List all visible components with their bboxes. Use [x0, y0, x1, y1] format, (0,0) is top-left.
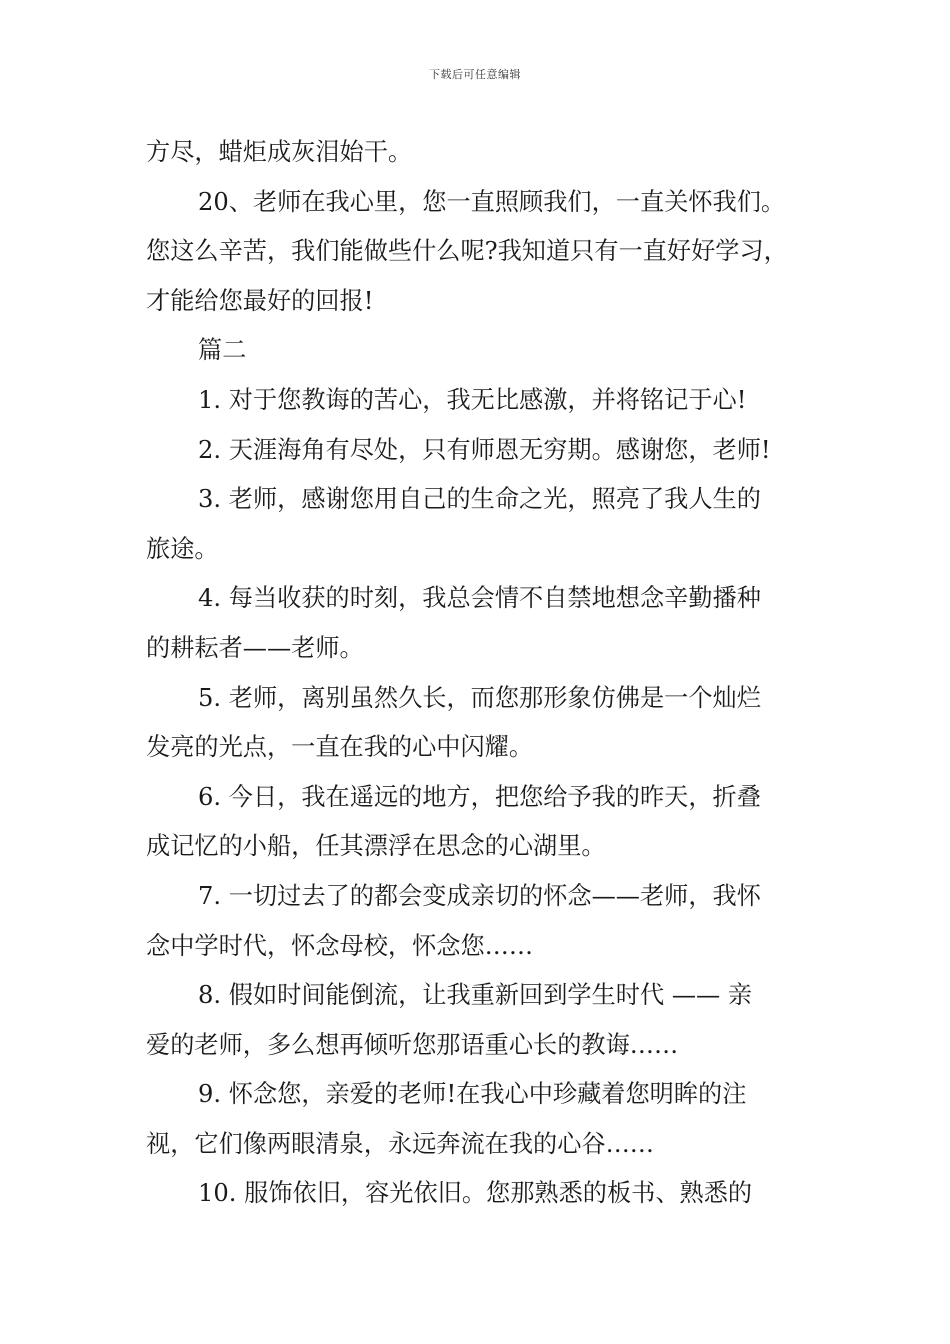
text-line: 10. 服饰依旧，容光依旧。您那熟悉的板书、熟悉的 [198, 1179, 753, 1208]
text-line: 2. 天涯海角有尽处，只有师恩无穷期。感谢您，老师! [198, 435, 771, 464]
text-line: 1. 对于您教诲的苦心，我无比感激，并将铭记于心! [198, 385, 747, 414]
text-line: 您这么辛苦，我们能做些什么呢?我知道只有一直好好学习， [146, 237, 788, 266]
text-line: 方尽，蜡炬成灰泪始干。 [146, 138, 413, 166]
text-line: 念中学时代，怀念母校，怀念您…… [146, 931, 534, 960]
text-line: 篇二 [198, 336, 247, 365]
text-line: 9. 怀念您，亲爱的老师!在我心中珍藏着您明眸的注 [198, 1080, 747, 1109]
text-line: 6. 今日，我在遥远的地方，把您给予我的昨天，折叠 [198, 782, 761, 811]
text-line: 8. 假如时间能倒流，让我重新回到学生时代 —— 亲 [198, 981, 753, 1010]
text-line: 爱的老师，多么想再倾听您那语重心长的教诲…… [146, 1030, 679, 1059]
page-header: 下载后可任意编辑 [429, 68, 521, 81]
text-line: 7. 一切过去了的都会变成亲切的怀念——老师，我怀 [198, 881, 761, 910]
text-line: 4. 每当收获的时刻，我总会情不自禁地想念辛勤播种 [198, 584, 761, 613]
text-line: 发亮的光点，一直在我的心中闪耀。 [146, 733, 534, 762]
text-line: 的耕耘者——老师。 [146, 633, 364, 662]
text-line: 3. 老师，感谢您用自己的生命之光，照亮了我人生的 [198, 485, 761, 514]
text-line: 旅途。 [146, 534, 219, 563]
text-line: 20、老师在我心里，您一直照顾我们，一直关怀我们。 [198, 187, 786, 216]
document-body [146, 128, 811, 1219]
text-line: 才能给您最好的回报! [146, 286, 374, 315]
text-line: 5. 老师，离别虽然久长，而您那形象仿佛是一个灿烂 [198, 683, 761, 712]
text-line: 成记忆的小船，任其漂浮在思念的心湖里。 [146, 832, 606, 861]
text-line: 视，它们像两眼清泉，永远奔流在我的心谷…… [146, 1129, 654, 1158]
